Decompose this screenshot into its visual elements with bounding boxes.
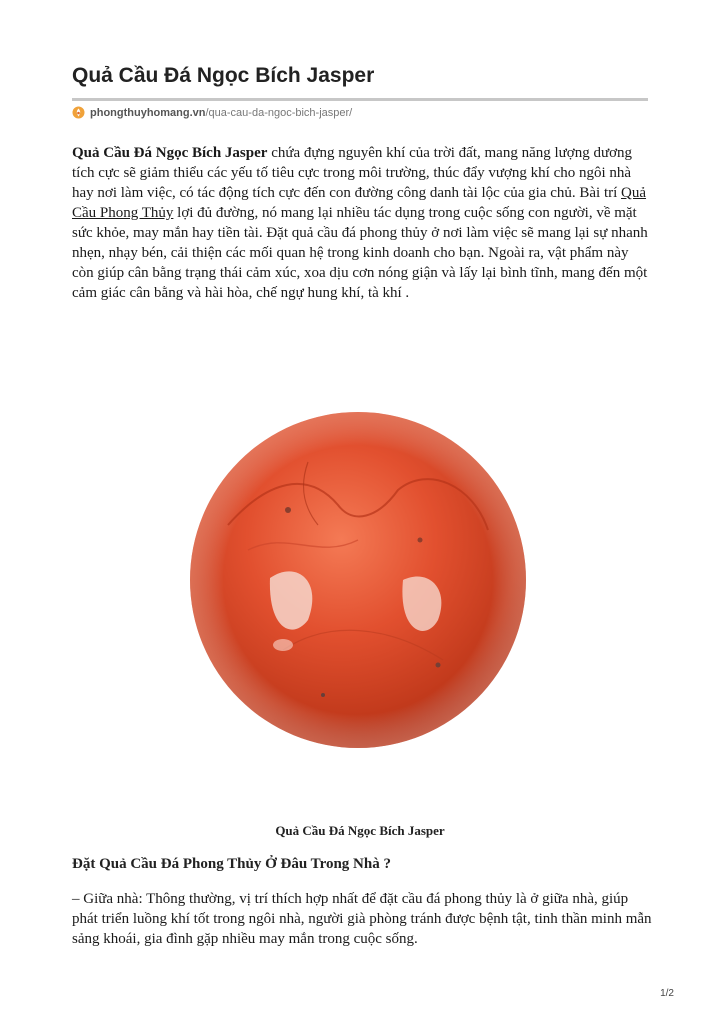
section-heading: Đặt Quả Cầu Đá Phong Thủy Ở Đâu Trong Nhà ? xyxy=(72,856,391,872)
source-line[interactable] xyxy=(72,106,352,119)
jasper-sphere-image xyxy=(188,410,528,750)
intro-lead-bold: Quả Cầu Đá Ngọc Bích Jasper xyxy=(72,145,268,161)
page-title: Quả Cầu Đá Ngọc Bích Jasper xyxy=(72,64,375,87)
intro-paragraph xyxy=(72,143,652,303)
figure-caption: Quả Cầu Đá Ngọc Bích Jasper xyxy=(275,823,445,838)
page-number: 1/2 xyxy=(660,988,674,999)
site-favicon-icon xyxy=(72,106,85,119)
intro-text-1: chứa đựng nguyên khí của trời đất, mang năng lượng dương tích cực sẽ giảm thiểu các yếu tố tiêu cực trong môi trường, thúc đẩy vượng khí cho ngôi nhà hay nơi làm việc, có tác động tích cực đến con đường công danh tài lộc của gia chủ. Bài trí xyxy=(72,145,633,201)
source-domain[interactable]: phongthuyhomang.vn xyxy=(90,106,206,119)
intro-text-2: lợi đủ đường, nó mang lại nhiều tác dụng trong cuộc sống con người, về mặt sức khỏe, may mắn hay tiền tài. Đặt quả cầu đá phong thủy ở nơi làm việc sẽ mang lại sự nhanh nhẹn, nhạy bén, cải thiện các mối quan hệ trong kinh doanh cho bạn. Ngoài ra, vật phẩm này còn giúp cân bằng trạng thái cảm xúc, xoa dịu cơn nóng giận và lấy lại bình tĩnh, mang đến một cảm giác cân bằng và hài hòa, chế ngự hung khí, tà khí . xyxy=(72,205,648,301)
title-divider xyxy=(72,98,648,101)
section-paragraph: – Giữa nhà: Thông thường, vị trí thích hợp nhất để đặt cầu đá phong thủy là ở giữa nhà, giúp phát triển luồng khí tốt trong ngôi nhà, người già phòng tránh được bệnh tật, tinh thần minh mẫn sảng khoái, gia đình gặp nhiều may mắn trong cuộc sống. xyxy=(72,891,652,947)
source-path[interactable]: /qua-cau-da-ngoc-bich-jasper/ xyxy=(205,106,353,119)
phong-thuy-link[interactable]: Quả Cầu Phong Thủy xyxy=(72,185,647,221)
